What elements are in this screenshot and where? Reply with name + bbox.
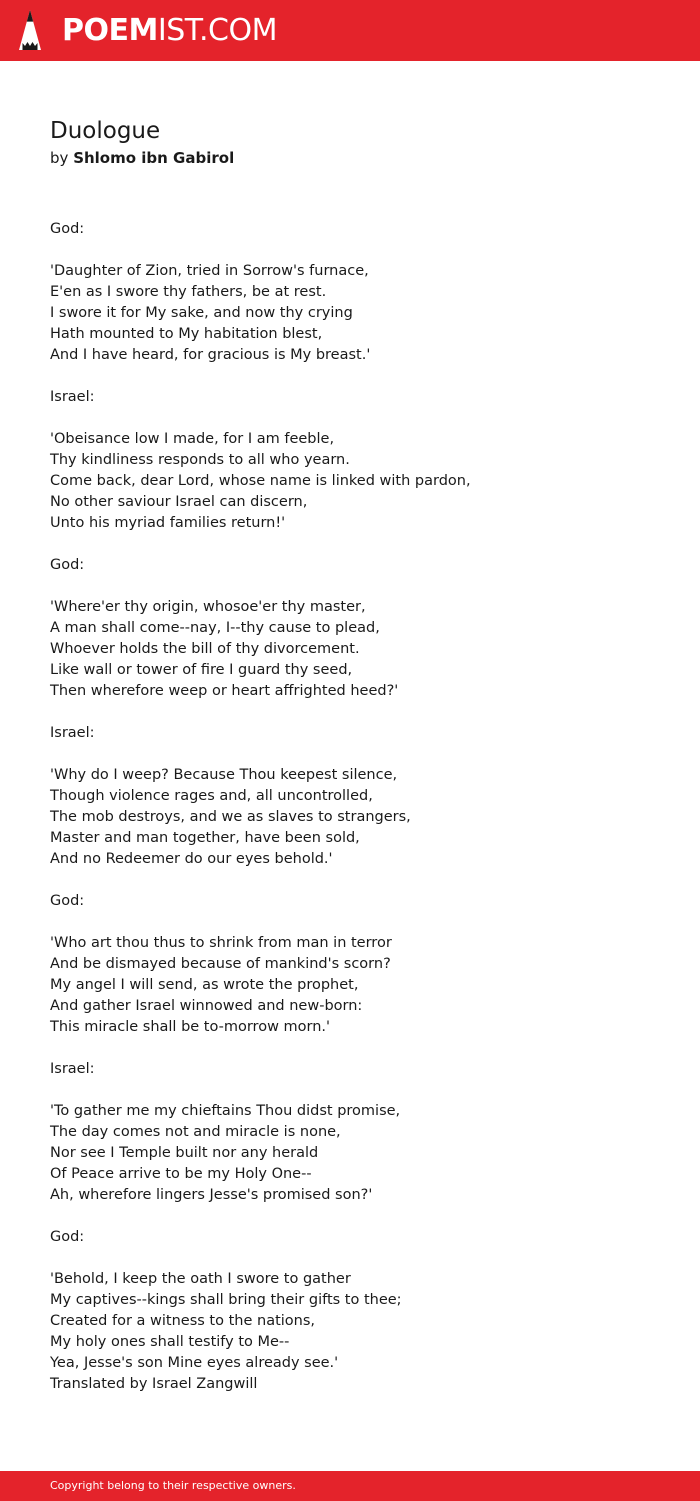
poem-line: Yea, Jesse's son Mine eyes already see.'	[50, 1355, 339, 1371]
site-logo[interactable]	[62, 13, 277, 49]
poem-line: Like wall or tower of fire I guard thy seed,	[50, 662, 353, 678]
stanza-break	[50, 870, 670, 891]
poem-line: Thy kindliness responds to all who yearn.	[50, 452, 350, 468]
poem-line: Come back, dear Lord, whose name is linked with pardon,	[50, 473, 471, 489]
stanza-break	[50, 1080, 670, 1101]
poem-line: God:	[50, 1229, 85, 1245]
poem-line: I swore it for My sake, and now thy crying	[50, 305, 353, 321]
stanza-break	[50, 702, 670, 723]
poem-line: My captives--kings shall bring their gifts to thee;	[50, 1292, 402, 1308]
poem-line: No other saviour Israel can discern,	[50, 494, 308, 510]
stanza-break	[50, 912, 670, 933]
poem-line: A man shall come--nay, I--thy cause to plead,	[50, 620, 380, 636]
poem-line: 'To gather me my chieftains Thou didst promise,	[50, 1103, 401, 1119]
poem-line: Unto his myriad families return!'	[50, 515, 286, 531]
site-footer	[0, 1471, 700, 1501]
poem-line: Ah, wherefore lingers Jesse's promised son?'	[50, 1187, 373, 1203]
site-header	[0, 0, 700, 61]
poem-line: Nor see I Temple built nor any herald	[50, 1145, 319, 1161]
site-logo-bold: POEM	[62, 13, 158, 48]
poem-line: The day comes not and miracle is none,	[50, 1124, 341, 1140]
copyright-text: Copyright belong to their respective owners.	[50, 1479, 296, 1492]
poem-line: Though violence rages and, all uncontrolled,	[50, 788, 373, 804]
poem-author: Shlomo ibn Gabirol	[73, 149, 235, 167]
site-logo-light: IST.COM	[157, 13, 277, 48]
poem-body	[50, 219, 670, 1395]
stanza-break	[50, 408, 670, 429]
poem-line: Israel:	[50, 389, 95, 405]
poem-line: 'Daughter of Zion, tried in Sorrow's furnace,	[50, 263, 369, 279]
poem-line: Master and man together, have been sold,	[50, 830, 360, 846]
poem-line: Israel:	[50, 725, 95, 741]
poem-line: 'Who art thou thus to shrink from man in terror	[50, 935, 392, 951]
poem-line: 'Where'er thy origin, whosoe'er thy master,	[50, 599, 366, 615]
stanza-break	[50, 366, 670, 387]
stanza-break	[50, 576, 670, 597]
poem-line: And gather Israel winnowed and new-born:	[50, 998, 363, 1014]
poem-line: God:	[50, 221, 85, 237]
poem-line: Created for a witness to the nations,	[50, 1313, 316, 1329]
poem-line: God:	[50, 893, 85, 909]
poem-line: Hath mounted to My habitation blest,	[50, 326, 323, 342]
poem-line: And no Redeemer do our eyes behold.'	[50, 851, 333, 867]
stanza-break	[50, 1206, 670, 1227]
poem-line: E'en as I swore thy fathers, be at rest.	[50, 284, 327, 300]
poem-line: Then wherefore weep or heart affrighted heed?'	[50, 683, 399, 699]
poem-line: And be dismayed because of mankind's scorn?	[50, 956, 391, 972]
poem-title: Duologue	[50, 118, 161, 144]
poem-line: Translated by Israel Zangwill	[50, 1376, 258, 1392]
poem-line: My holy ones shall testify to Me--	[50, 1334, 290, 1350]
poem-line: God:	[50, 557, 85, 573]
poem-line: Whoever holds the bill of thy divorcement.	[50, 641, 360, 657]
poem-line: This miracle shall be to-morrow morn.'	[50, 1019, 331, 1035]
pencil-tip-icon[interactable]	[18, 9, 42, 51]
stanza-break	[50, 1038, 670, 1059]
poem-line: 'Obeisance low I made, for I am feeble,	[50, 431, 335, 447]
poem-header	[50, 112, 670, 168]
poem-line: 'Behold, I keep the oath I swore to gather	[50, 1271, 351, 1287]
poem-line: Of Peace arrive to be my Holy One--	[50, 1166, 312, 1182]
poem-line: 'Why do I weep? Because Thou keepest silence,	[50, 767, 398, 783]
stanza-break	[50, 744, 670, 765]
poem-line: My angel I will send, as wrote the prophet,	[50, 977, 359, 993]
stanza-break	[50, 240, 670, 261]
poem-byline	[50, 148, 670, 168]
poem-line: The mob destroys, and we as slaves to strangers,	[50, 809, 411, 825]
byline-label: by	[50, 149, 69, 167]
poem-line: And I have heard, for gracious is My breast.'	[50, 347, 371, 363]
poem-line: Israel:	[50, 1061, 95, 1077]
stanza-break	[50, 534, 670, 555]
stanza-break	[50, 1248, 670, 1269]
